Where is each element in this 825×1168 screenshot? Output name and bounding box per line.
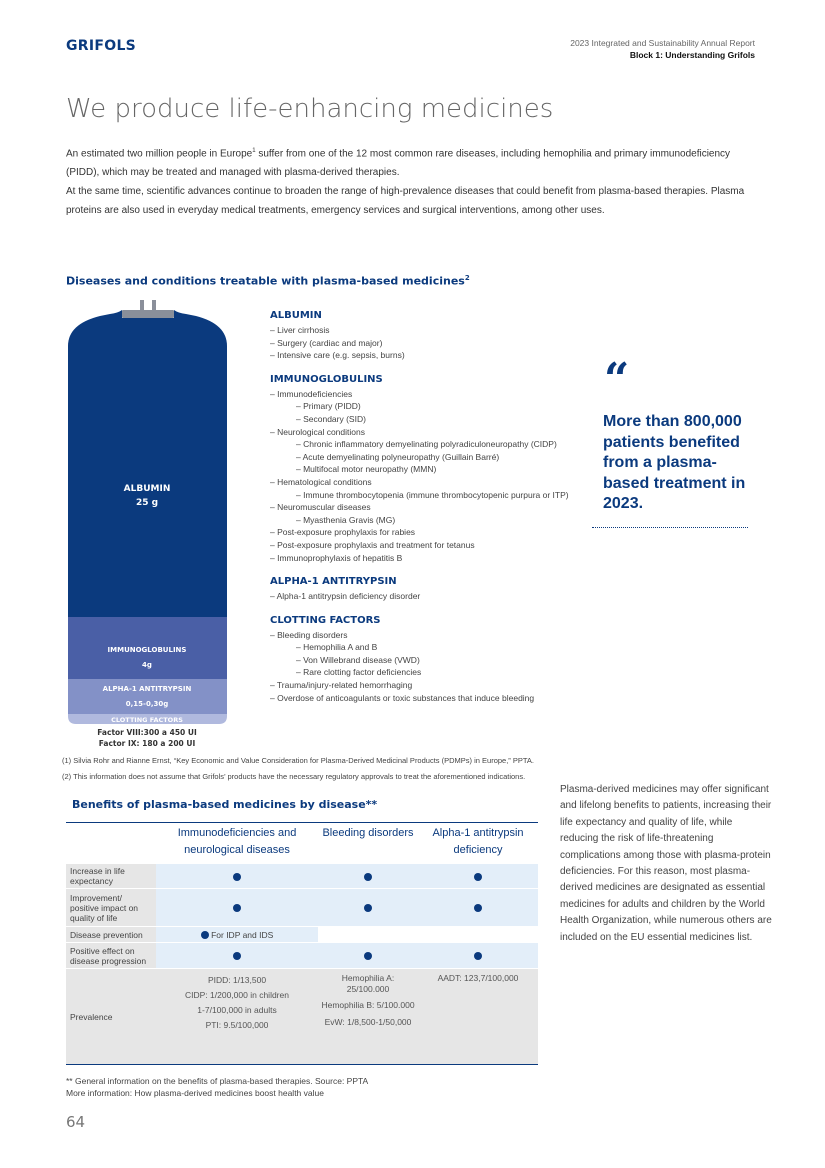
- disease-item: – Chronic inflammatory demyelinating polyradiculoneuropathy (CIDP): [296, 439, 557, 450]
- clotting-label: CLOTTING FACTORS: [111, 716, 183, 724]
- check-dot: [233, 904, 241, 912]
- factor-viii: Factor VIII:300 a 450 UI: [97, 728, 197, 737]
- row-label-quality: Improvement/ positive impact on quality of life: [66, 889, 156, 927]
- row-label-progression: Positive effect on disease progression: [66, 943, 156, 969]
- disease-heading: CLOTTING FACTORS: [270, 614, 381, 626]
- table-header-row: [66, 823, 538, 864]
- disease-item: – Rare clotting factor deficiencies: [296, 667, 422, 678]
- prevention-note: For IDP and IDS: [211, 929, 274, 940]
- factor-ix: Factor IX: 180 a 200 UI: [98, 739, 196, 748]
- footnote-2: (2) This information does not assume that Grifols’ products have the necessary regulatory approvals to treat the aforementioned indications.: [62, 772, 526, 781]
- disease-item: – Multifocal motor neuropathy (MMN): [296, 464, 437, 475]
- disease-item: – Overdose of anticoagulants or toxic substances that induce bleeding: [270, 692, 535, 703]
- grifols-logo: GRIFOLS: [66, 38, 137, 54]
- disease-section: [270, 374, 590, 564]
- immunoglobulins-label: IMMUNOGLOBULINS 4g: [107, 646, 187, 669]
- row-label-life: Increase in life expectancy: [66, 864, 156, 889]
- disease-item: – Post-exposure prophylaxis for rabies: [270, 527, 416, 538]
- page-title: We produce life-enhancing medicines: [66, 94, 554, 124]
- disease-list: [270, 310, 590, 716]
- disease-heading: ALPHA-1 ANTITRYPSIN: [270, 576, 397, 588]
- quote-mark: “: [604, 354, 630, 405]
- disease-item: – Von Willebrand disease (VWD): [296, 654, 420, 665]
- intro-p1b: suffer from one of the 12 most common rare diseases, including hemophilia and primary immunodeficiency (PIDD), which may be treated and managed with plasma-derived therapies.: [66, 148, 731, 179]
- check-dot: [474, 952, 482, 960]
- alpha1-label: ALPHA-1 ANTITRYPSIN 0,15-0,30g: [102, 685, 192, 708]
- table-row: [66, 889, 538, 927]
- disease-section: [270, 576, 590, 603]
- header-empty: [66, 823, 156, 864]
- table-row: [66, 864, 538, 889]
- header-immunodeficiencies: Immunodeficiencies and neurological diseases: [156, 823, 318, 864]
- disease-section: [270, 615, 590, 705]
- page-number: 64: [66, 1113, 86, 1131]
- disease-section: [270, 310, 590, 362]
- prevalence-col2: Hemophilia A: 25/100.000 Hemophilia B: 5/100.000 EvW: 1/8,500-1/50,000: [318, 969, 418, 1065]
- disease-item: – Myasthenia Gravis (MG): [296, 514, 396, 525]
- disease-item: – Neuromuscular diseases: [270, 502, 371, 513]
- disease-item: – Post-exposure prophylaxis and treatment for tetanus: [270, 539, 475, 550]
- report-title: 2023 Integrated and Sustainability Annual Report: [570, 38, 755, 48]
- disease-item: – Liver cirrhosis: [270, 325, 330, 335]
- bottle-cap: [122, 310, 174, 318]
- table-note: ** General information on the benefits of plasma-based therapies. Source: PPTA: [66, 1076, 369, 1086]
- table-title: Benefits of plasma-based medicines by disease**: [72, 798, 378, 811]
- intro-p2: At the same time, scientific advances continue to broaden the range of high-prevalence diseases that could benefit from plasma-based therapies. Plasma proteins are also used in everyday medical treatments, emergency services and surgical interventions, among other uses.: [66, 186, 745, 217]
- table-row: [66, 943, 538, 969]
- disease-item: – Hematological conditions: [270, 476, 372, 487]
- check-dot: [364, 873, 372, 881]
- check-dot: [364, 952, 372, 960]
- check-dot: [233, 952, 241, 960]
- footnote-1: (1) Silvia Rohr and Rianne Ernst, “Key Economic and Value Consideration for Plasma-Derived Medicinal Products (PDMPs) in Europe,” PPTA.: [62, 756, 535, 765]
- row-label-prevalence: Prevalence: [66, 969, 156, 1065]
- block-title: Block 1: Understanding Grifols: [629, 50, 755, 60]
- quote-text: More than 800,000 patients benefited from a plasma-based treatment in 2023.: [603, 413, 746, 512]
- prevalence-col1: PIDD: 1/13,500 CIDP: 1/200,000 in children 1-7/100,000 in adults PTI: 9.5/100,000: [156, 969, 318, 1065]
- disease-item: – Immunoprophylaxis of hepatitis B: [270, 552, 403, 563]
- disease-item: – Trauma/injury-related hemorrhaging: [270, 680, 413, 691]
- disease-item: – Neurological conditions: [270, 426, 365, 437]
- prevalence-col3: AADT: 123,7/100,000: [418, 969, 538, 1065]
- benefits-table: [66, 822, 538, 1065]
- intro-p1a: An estimated two million people in Europe: [66, 148, 253, 160]
- disease-item: – Surgery (cardiac and major): [270, 337, 383, 348]
- intro-footnote-ref: 1: [252, 148, 256, 154]
- disease-heading: IMMUNOGLOBULINS: [270, 373, 383, 385]
- disease-item: – Acute demyelinating polyneuropathy (Guillain Barré): [296, 451, 500, 462]
- disease-item: – Alpha-1 antitrypsin deficiency disorder: [270, 591, 421, 602]
- row-label-prevention: Disease prevention: [66, 927, 156, 943]
- disease-item: – Primary (PIDD): [296, 401, 361, 412]
- table-row: [66, 927, 538, 943]
- side-paragraph: Plasma-derived medicines may offer significant and lifelong benefits to patients, increasing their life expectancy and quality of life, while reducing the risk of life-threatening complications among those with plasma-protein deficiencies. For this reason, most plasma-derived medicines are designated as essential medicines for adults and children by the World Health Organization, while numerous others are included on the EU essential medicines list.: [560, 784, 772, 943]
- albumin-segment: [60, 296, 235, 617]
- header-alpha1: Alpha-1 antitrypsin deficiency: [418, 823, 538, 864]
- disease-item: – Secondary (SID): [296, 413, 366, 424]
- disease-item: – Hemophilia A and B: [296, 642, 378, 653]
- albumin-label: ALBUMIN 25 g: [123, 484, 171, 508]
- check-dot: [233, 873, 241, 881]
- chart-title: Diseases and conditions treatable with plasma-based medicines$^2$: [66, 274, 470, 288]
- table-row-prevalence: [66, 969, 538, 1065]
- header-bleeding: Bleeding disorders: [318, 823, 418, 864]
- check-dot: [474, 904, 482, 912]
- disease-item: – Immune thrombocytopenia (immune thrombocytopenic purpura or ITP): [296, 489, 569, 500]
- disease-item: – Immunodeficiencies: [270, 388, 353, 399]
- intro-text: [66, 142, 766, 220]
- check-dot: [364, 904, 372, 912]
- disease-item: – Bleeding disorders: [270, 629, 348, 640]
- check-dot: [474, 873, 482, 881]
- disease-item: – Intensive care (e.g. sepsis, burns): [270, 350, 405, 361]
- check-dot: [201, 931, 209, 939]
- disease-heading: ALBUMIN: [270, 310, 322, 321]
- quote-divider: [592, 527, 748, 528]
- more-info-link[interactable]: More information: How plasma-derived medicines boost health value: [66, 1088, 324, 1098]
